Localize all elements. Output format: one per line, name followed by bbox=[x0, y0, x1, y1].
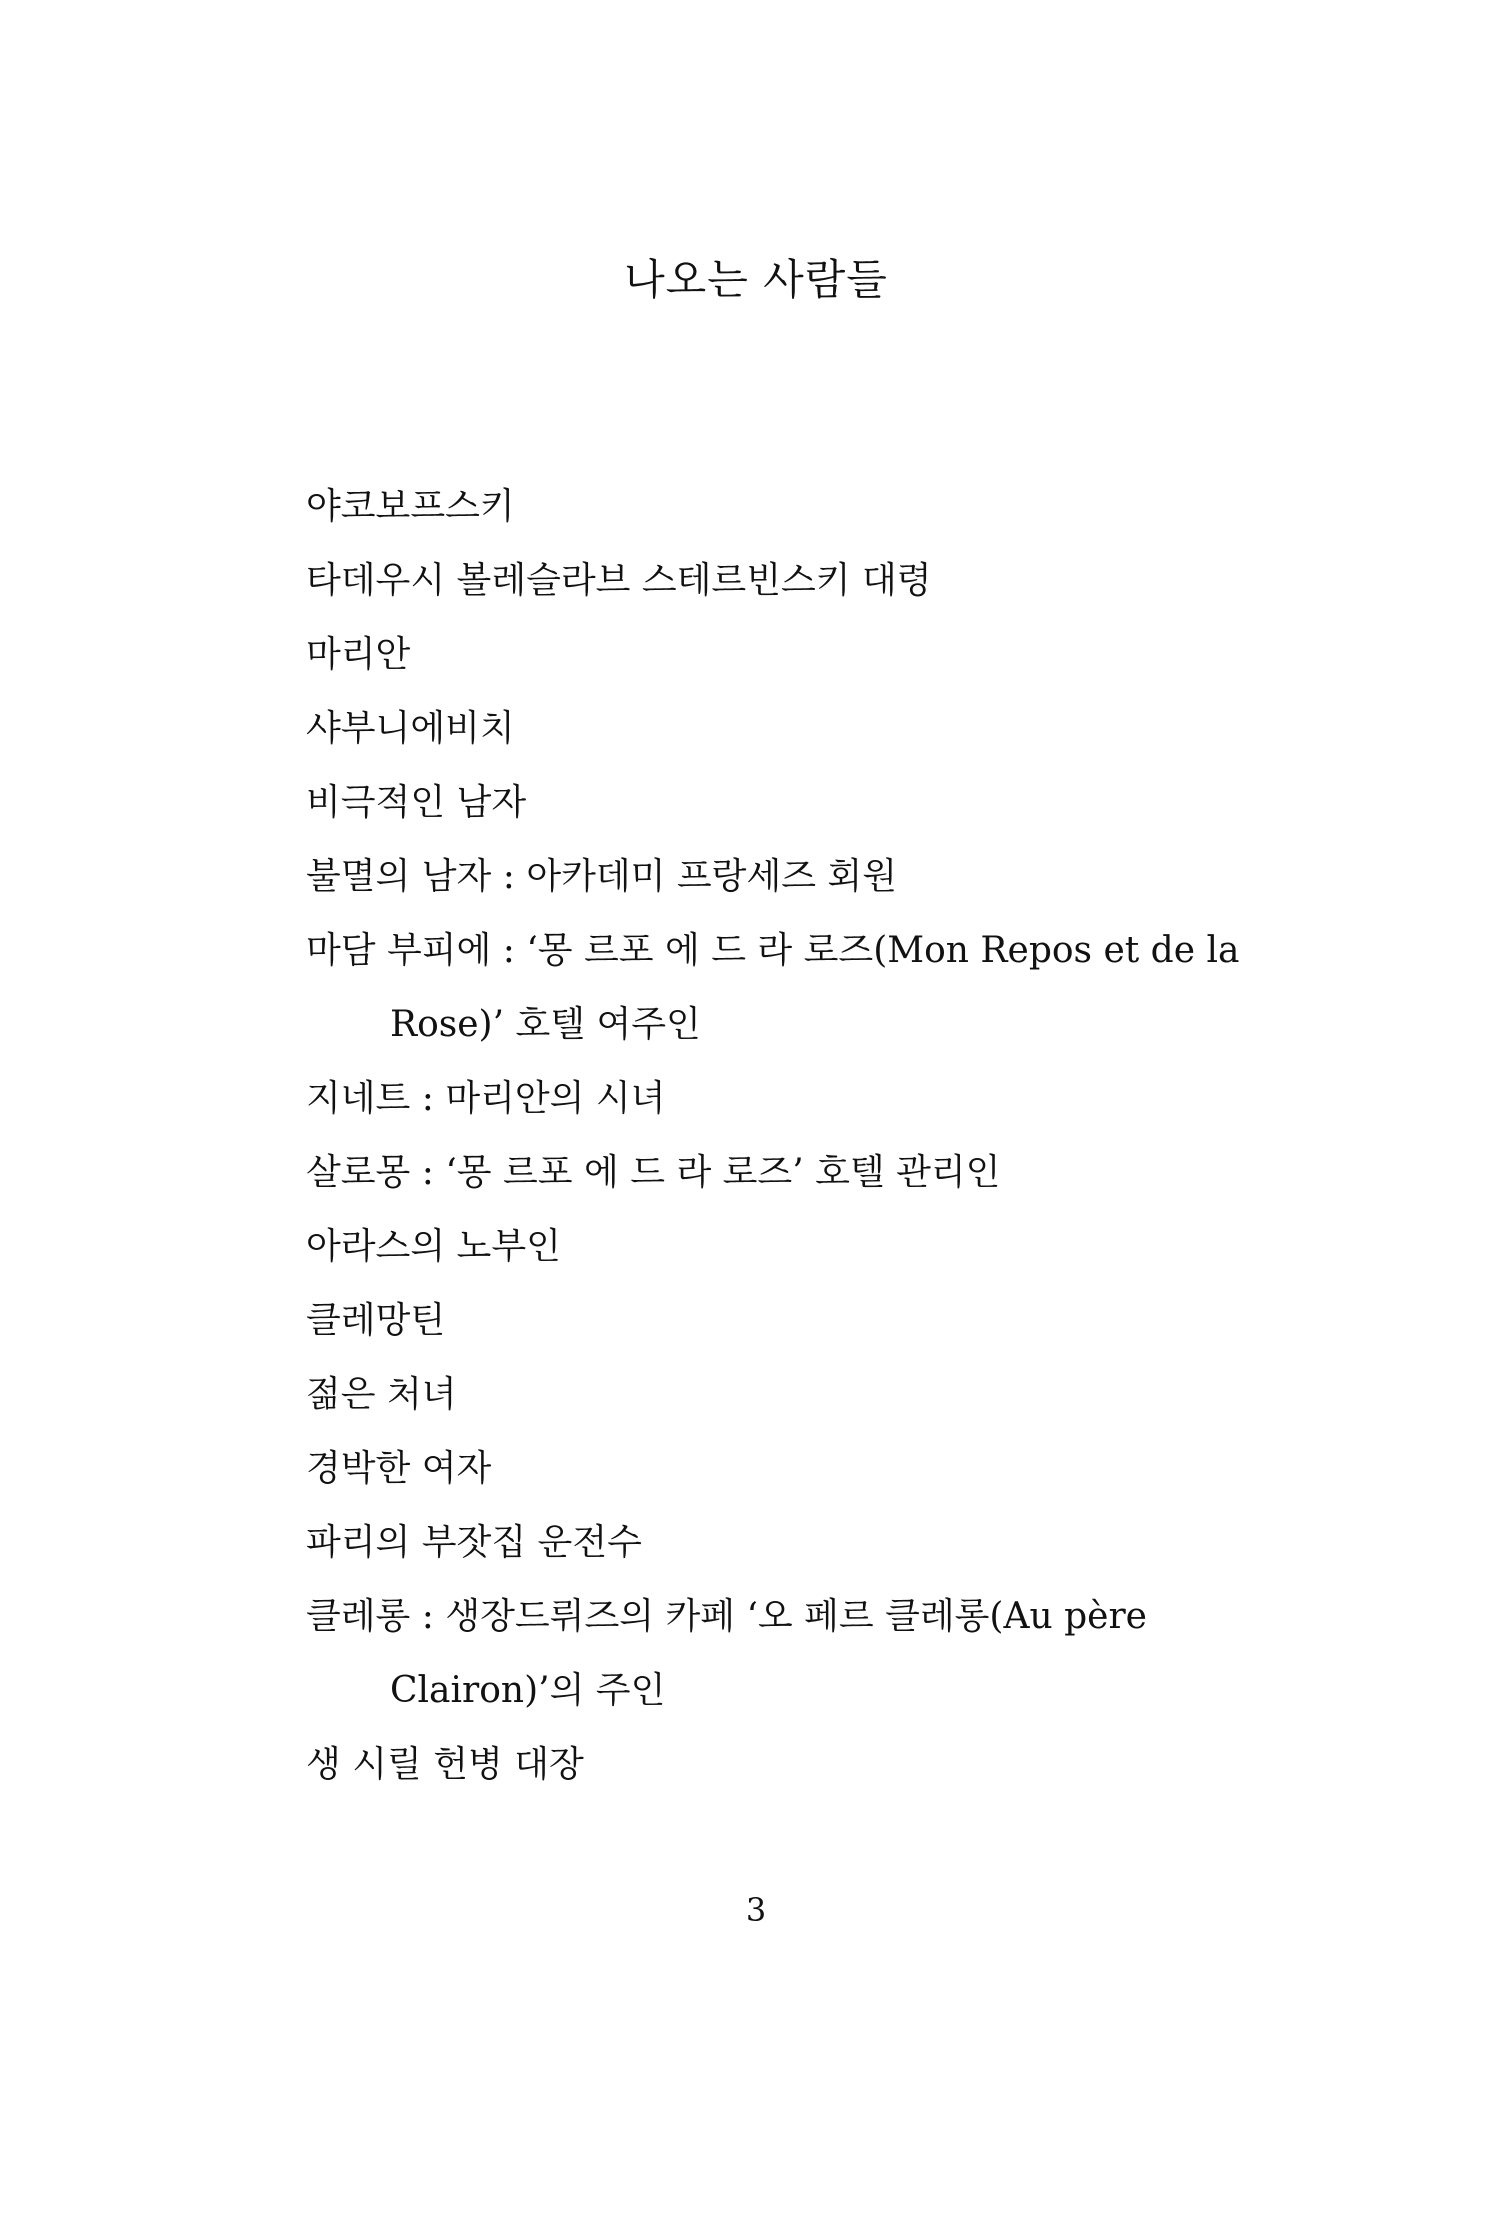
character-name: 비극적인 남자 bbox=[306, 782, 527, 823]
character-name: 아라스의 노부인 bbox=[306, 1226, 561, 1267]
list-item bbox=[306, 692, 1246, 766]
character-name: 젊은 처녀 bbox=[306, 1374, 457, 1415]
character-name: 지네트 : 마리안의 시녀 bbox=[306, 1078, 666, 1119]
character-name: 생 시릴 헌병 대장 bbox=[306, 1744, 584, 1785]
character-name: 경박한 여자 bbox=[306, 1448, 492, 1489]
character-list bbox=[306, 470, 1246, 1802]
character-name: 마리안 bbox=[306, 634, 411, 675]
list-item bbox=[306, 1358, 1246, 1432]
list-item bbox=[306, 470, 1246, 544]
page-number: 3 bbox=[745, 1891, 767, 1929]
character-name-continuation: Rose)’ 호텔 여주인 bbox=[390, 1004, 701, 1045]
character-name: 살로몽 : ‘몽 르포 에 드 라 로즈’ 호텔 관리인 bbox=[306, 1152, 1001, 1193]
list-item bbox=[306, 544, 1246, 618]
list-item bbox=[306, 1728, 1246, 1802]
list-item bbox=[306, 914, 1246, 1062]
character-name: 클레롱 : 생장드뤼즈의 카페 ‘오 페르 클레롱(Au père bbox=[306, 1596, 1147, 1637]
list-item bbox=[306, 618, 1246, 692]
list-item bbox=[306, 1432, 1246, 1506]
list-item bbox=[306, 1136, 1246, 1210]
page-title: 나오는 사람들 bbox=[624, 255, 888, 304]
character-name: 마담 부피에 : ‘몽 르포 에 드 라 로즈(Mon Repos et de la bbox=[306, 930, 1240, 971]
character-name: 클레망틴 bbox=[306, 1300, 446, 1341]
list-item bbox=[306, 840, 1246, 914]
character-name: 불멸의 남자 : 아카데미 프랑세즈 회원 bbox=[306, 856, 897, 897]
list-item bbox=[306, 1284, 1246, 1358]
list-item bbox=[306, 766, 1246, 840]
character-name: 야코보프스키 bbox=[306, 486, 515, 527]
list-item bbox=[306, 1210, 1246, 1284]
list-item bbox=[306, 1580, 1246, 1728]
character-name: 파리의 부잣집 운전수 bbox=[306, 1522, 642, 1563]
character-name-continuation: Clairon)’의 주인 bbox=[390, 1670, 666, 1711]
character-name: 타데우시 볼레슬라브 스테르빈스키 대령 bbox=[306, 560, 932, 601]
list-item bbox=[306, 1062, 1246, 1136]
character-name: 샤부니에비치 bbox=[306, 708, 515, 749]
list-item bbox=[306, 1506, 1246, 1580]
